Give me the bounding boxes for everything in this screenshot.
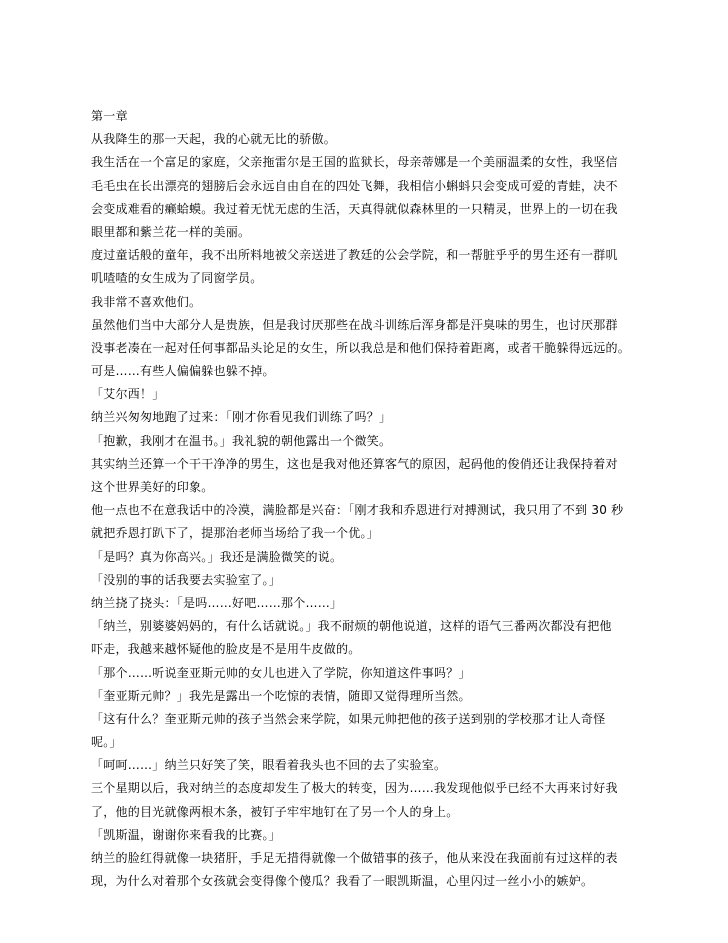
text-line: 叽喳喳的女生成为了同窗学员。 bbox=[91, 271, 263, 286]
text-line: 毛毛虫在长出漂亮的翅膀后会永远自由自在的四处飞舞，我相信小蝌蚪只会变成可爱的青蛙，决不 bbox=[91, 178, 618, 193]
text-line: 眼里都和紫兰花一样的美丽。 bbox=[91, 224, 251, 239]
chapter-title: 第一章 bbox=[91, 109, 128, 123]
text-line: 「纳兰，别婆婆妈妈的，有什么话就说。」我不耐烦的朝他说道，这样的语气三番两次都没有把他 bbox=[91, 619, 612, 634]
text-line: 「是吗？真为你高兴。」我还是满脸微笑的说。 bbox=[91, 549, 343, 564]
text-line: 「奎亚斯元帅？」我先是露出一个吃惊的表情，随即又觉得理所当然。 bbox=[91, 688, 471, 703]
text-line: 可是……有些人偏偏躲也躲不掉。 bbox=[91, 364, 275, 379]
text-line: 了，他的目光就像两根木条，被钉子牢牢地钉在了另一个人的身上。 bbox=[91, 804, 459, 819]
text-line: 三个星期以后，我对纳兰的态度却发生了极大的转变，因为……我发现他似乎已经不大再来讨好我 bbox=[91, 781, 618, 796]
text-line: 其实纳兰还算一个干干净净的男生，这也是我对他还算客气的原因，起码他的俊俏还让我保持着对 bbox=[91, 456, 618, 471]
text-line: 「没别的事的话我要去实验室了。」 bbox=[91, 572, 282, 587]
text-line: 我非常不喜欢他们。 bbox=[91, 294, 202, 309]
text-line: 纳兰挠了挠头：「是吗……好吧……那个……」 bbox=[91, 595, 343, 610]
text-line: 吓走，我越来越怀疑他的脸皮是不是用牛皮做的。 bbox=[91, 642, 361, 657]
text-line: 没事老凑在一起对任何事都品头论足的女生，所以我总是和他们保持着距离，或者干脆躲得远远的。 bbox=[91, 340, 631, 355]
text-line: 虽然他们当中大部分人是贵族，但是我讨厌那些在战斗训练后浑身都是汗臭味的男生，也讨厌那群 bbox=[91, 317, 618, 332]
text-line: 就把乔恩打趴下了，提那治老师当场给了我一个优。」 bbox=[91, 526, 380, 541]
text-line: 现，为什么对着那个女孩就会变得像个傻瓜？我看了一眼凯斯温，心里闪过一丝小小的嫉妒。 bbox=[91, 874, 594, 889]
text-line: 从我降生的那一天起，我的心就无比的骄傲。 bbox=[91, 132, 337, 147]
text-line: 「凯斯温，谢谢你来看我的比赛。」 bbox=[91, 827, 282, 842]
text-line: 「呵呵……」纳兰只好笑了笑，眼看着我头也不回的去了实验室。 bbox=[91, 758, 447, 773]
text-line: 「抱歉，我刚才在温书。」我礼貌的朝他露出一个微笑。 bbox=[91, 433, 392, 448]
text-line: 这个世界美好的印象。 bbox=[91, 480, 214, 494]
text-line: 「这有什么？奎亚斯元帅的孩子当然会来学院，如果元帅把他的孩子送到别的学校那才让人奇怪 bbox=[91, 711, 606, 726]
text-line: 度过童话般的童年，我不出所料地被父亲送进了教廷的公会学院，和一帮脏乎乎的男生还有一群叽 bbox=[91, 248, 618, 263]
text-line: 纳兰兴匆匆地跑了过来：「刚才你看见我们训练了吗？」 bbox=[91, 410, 392, 425]
text-line: 「那个……听说奎亚斯元帅的女儿也进入了学院，你知道这件事吗？」 bbox=[91, 665, 471, 680]
document-page bbox=[91, 105, 671, 893]
text-line: 呢。」 bbox=[91, 735, 122, 750]
text-line: 「艾尔西！」 bbox=[91, 387, 165, 402]
text-line: 我生活在一个富足的家庭，父亲拖雷尔是王国的监狱长，母亲蒂娜是一个美丽温柔的女性，我坚信 bbox=[91, 155, 618, 170]
text-line: 纳兰的脸红得就像一块猪肝，手足无措得就像一个做错事的孩子，他从来没在我面前有过这样的表 bbox=[91, 851, 618, 865]
text-line: 他一点也不在意我话中的冷漠，满脸都是兴奋：「刚才我和乔恩进行对搏测试，我只用了不到 30 秒 bbox=[91, 503, 624, 518]
text-line: 会变成难看的癞蛤蟆。我过着无忧无虑的生活，天真得就似森林里的一只精灵，世界上的一切在我 bbox=[91, 201, 618, 216]
